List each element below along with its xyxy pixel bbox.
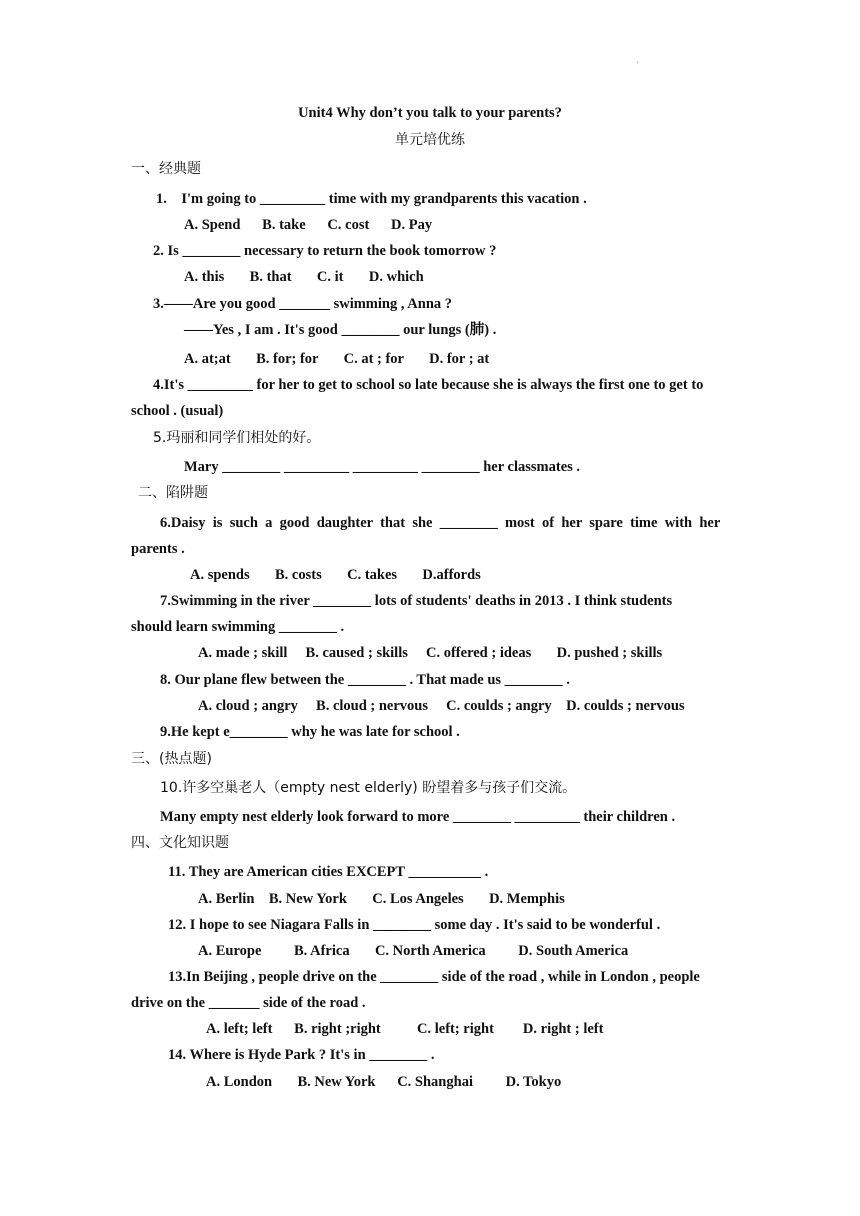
question-line: 3.——Are you good _______ swimming , Anna ? bbox=[153, 296, 453, 312]
page-mark: ' bbox=[637, 60, 639, 69]
options-line: A. left; left B. right ;right C. left; right D. right ; left bbox=[206, 1021, 604, 1037]
section-heading: 四、文化知识题 bbox=[131, 835, 229, 851]
question-line: 13.In Beijing , people drive on the ________ side of the road , while in London , people bbox=[168, 969, 700, 985]
question-line: 14. Where is Hyde Park ? It's in ________ . bbox=[168, 1047, 435, 1063]
question-line: 9.He kept e________ why he was late for school . bbox=[160, 724, 460, 740]
options-line: A. spends B. costs C. takes D.affords bbox=[190, 567, 481, 583]
options-line: A. Berlin B. New York C. Los Angeles D. Memphis bbox=[198, 891, 565, 907]
question-line: parents . bbox=[131, 541, 185, 557]
question-line: drive on the _______ side of the road . bbox=[131, 995, 366, 1011]
document-title: Unit4 Why don’t you talk to your parents? bbox=[298, 105, 562, 121]
question-line: 8. Our plane flew between the ________ . That made us ________ . bbox=[160, 672, 570, 688]
section-heading: 一、经典题 bbox=[131, 161, 201, 177]
question-line: 12. I hope to see Niagara Falls in ________ some day . It's said to be wonderful . bbox=[168, 917, 661, 933]
question-line: 4.It's _________ for her to get to school so late because she is always the first one to get to bbox=[153, 377, 704, 393]
document-subtitle: 单元培优练 bbox=[395, 132, 465, 148]
section-heading: 二、陷阱题 bbox=[138, 485, 208, 501]
question-line: Mary ________ _________ _________ ________ her classmates . bbox=[184, 459, 581, 475]
options-line: A. London B. New York C. Shanghai D. Tokyo bbox=[206, 1074, 562, 1090]
options-line: A. Europe B. Africa C. North America D. South America bbox=[198, 943, 629, 959]
options-line: A. cloud ; angry B. cloud ; nervous C. coulds ; angry D. coulds ; nervous bbox=[198, 698, 685, 714]
options-line: A. Spend B. take C. cost D. Pay bbox=[184, 217, 433, 233]
section-heading: 三、(热点题) bbox=[131, 751, 212, 767]
question-line: 11. They are American cities EXCEPT __________ . bbox=[168, 864, 489, 880]
options-line: A. at;at B. for; for C. at ; for D. for ; at bbox=[184, 351, 490, 367]
options-line: A. this B. that C. it D. which bbox=[184, 269, 424, 285]
question-line: 6.Daisy is such a good daughter that she ________ most of her spare time with her bbox=[160, 515, 721, 531]
question-line: school . (usual) bbox=[131, 403, 224, 419]
question-line: 1. I'm going to _________ time with my grandparents this vacation . bbox=[156, 191, 587, 207]
question-line: 10.许多空巢老人（empty nest elderly) 盼望着多与孩子们交流。 bbox=[160, 780, 577, 796]
question-line: 5.玛丽和同学们相处的好。 bbox=[153, 430, 321, 446]
options-line: A. made ; skill B. caused ; skills C. offered ; ideas D. pushed ; skills bbox=[198, 645, 663, 661]
question-line: 2. Is ________ necessary to return the book tomorrow ? bbox=[153, 243, 497, 259]
question-line: ——Yes , I am . It's good ________ our lungs (肺) . bbox=[184, 322, 497, 338]
question-line: should learn swimming ________ . bbox=[131, 619, 345, 635]
question-line: Many empty nest elderly look forward to more ________ _________ their children . bbox=[160, 809, 676, 825]
question-line: 7.Swimming in the river ________ lots of students' deaths in 2013 . I think students bbox=[160, 593, 673, 609]
